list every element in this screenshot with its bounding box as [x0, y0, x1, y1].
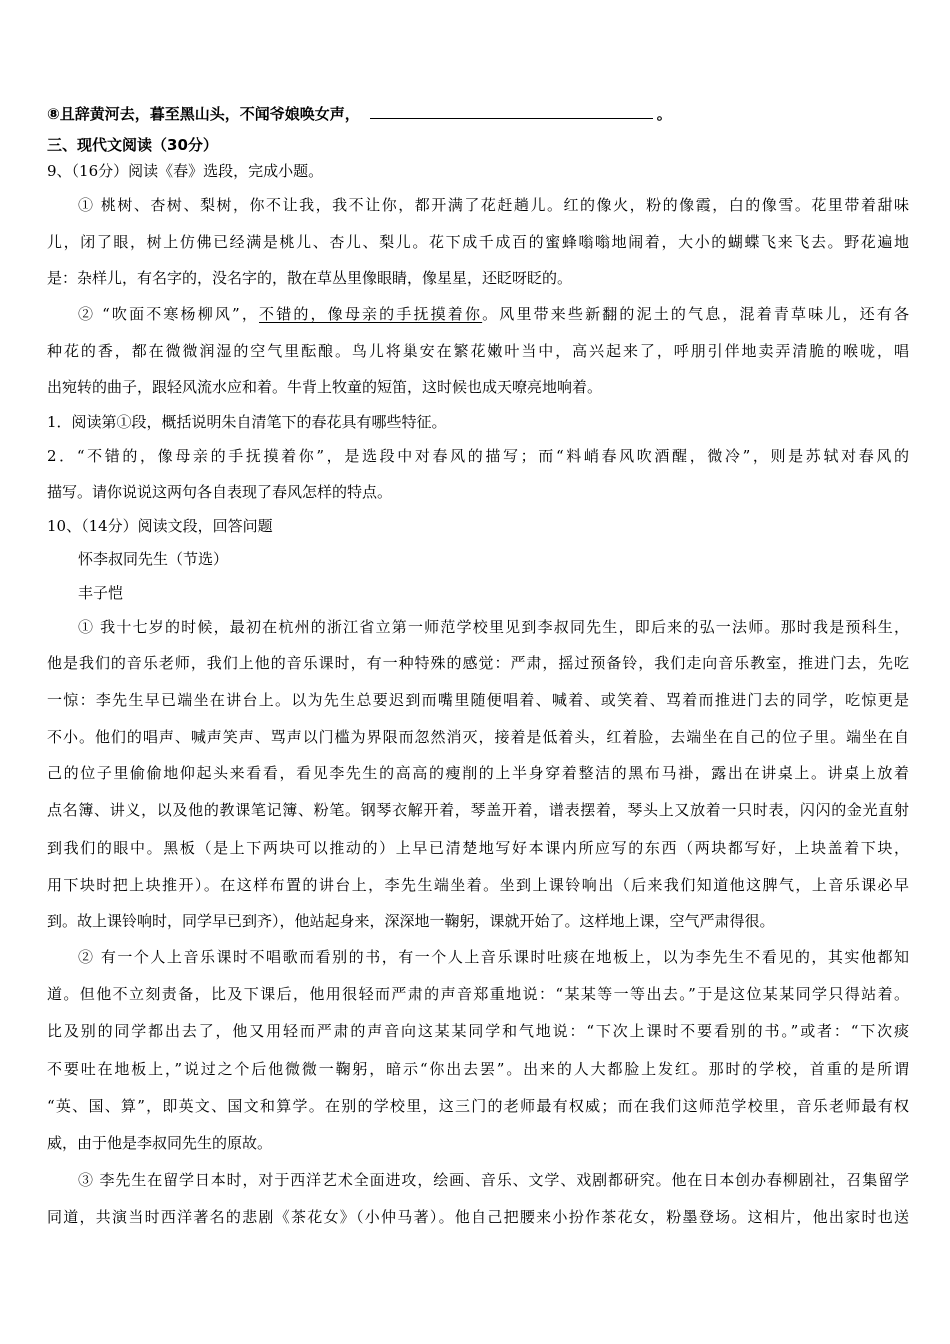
q10-paragraph-3-line: ③ 李先生在留学日本时，对于西洋艺术全面进攻，绘画、音乐、文学、戏剧都研究。他在日本创办春柳剧社，召集留学	[78, 1171, 909, 1189]
q9-paragraph-2-line: 种花的香，都在微微润湿的空气里酝酿。鸟儿将巢安在繁花嫩叶当中，高兴起来了，呼朋引伴地卖弄清脆的喉咙，唱	[47, 342, 909, 360]
q9-paragraph-2-line	[78, 304, 909, 324]
q9-paragraph-1-line: ① 桃树、杏树、梨树，你不让我，我不让你，都开满了花赶趟儿。红的像火，粉的像霞，白的像雪。花里带着甜味	[78, 196, 909, 214]
q10-paragraph-1-line: 到。故上课铃响时，同学早已到齐），他站起身来，深深地一鞠躬，课就开始了。这样地上课，空气严肃得很。	[47, 912, 775, 930]
q9-subquestion-2-line: 描写。请你说说这两句各自表现了春风怎样的特点。	[47, 483, 393, 501]
q10-paragraph-1-line: 他是我们的音乐老师，我们上他的音乐课时，有一种特殊的感觉：严肃，摇过预备铃，我们走向音乐教室，推进门去，先吃	[47, 654, 909, 672]
q9-subquestion-2-line: 2．“不错的，像母亲的手抚摸着你”，是选段中对春风的描写；而“料峭春风吹酒醒，微冷”，则是苏轼对春风的	[47, 447, 909, 465]
q10-paragraph-2-line: 道。但他不立刻责备，比及下课后，他用很轻而严肃的声音郑重地说：“某某等一等出去。”于是这位某某同学只得站着。	[47, 985, 909, 1003]
poem-question-line	[47, 104, 909, 124]
q10-paragraph-3-line: 同道，共演当时西洋著名的悲剧《茶花女》（小仲马著）。他自己把腰来小扮作茶花女，粉墨登场。这相片，他出家时也送	[47, 1208, 909, 1226]
q10-paragraph-1-line: 点名簿、讲义，以及他的教课笔记簿、粉笔。钢琴衣解开着，琴盖开着，谱表摆着，琴头上又放着一只时表，闪闪的金光直射	[47, 801, 909, 819]
q10-paragraph-1-line: 一惊：李先生早已端坐在讲台上。以为先生总要迟到而嘴里随便唱着、喊着、或笑着、骂着而推进门去的同学，吃惊更是	[47, 691, 909, 709]
q10-paragraph-1-line: 到我们的眼中。黑板（是上下两块可以推动的）上早已清楚地写好本课内所应写的东西（两块都写好，上块盖着下块，	[47, 839, 909, 857]
q10-article-author: 丰子恺	[78, 584, 124, 602]
q10-paragraph-1-line: 不小。他们的唱声、喊声笑声、骂声以门槛为界限而忽然消灭，接着是低着头，红着脸，去端坐在自己的位子里。端坐在自	[47, 728, 909, 746]
poem-line-text: ⑧且辞黄河去，暮至黑山头，不闻爷娘唤女声，	[47, 105, 360, 123]
q10-paragraph-1-line: 用下块时把上块推开）。在这样布置的讲台上，李先生端坐着。坐到上课铃响出（后来我们知道他这脾气，上音乐课必早	[47, 876, 909, 894]
answer-blank[interactable]	[370, 104, 653, 119]
question-10-heading: 10、（14分）阅读文段，回答问题	[47, 517, 273, 535]
q9-p2-start: ② “吹面不寒杨柳风”，	[78, 305, 260, 323]
q9-subquestion-1: 1．阅读第①段，概括说明朱自清笔下的春花具有哪些特征。	[47, 413, 447, 431]
q9-paragraph-1-line: 儿，闭了眼，树上仿佛已经满是桃儿、杏儿、梨儿。花下成千成百的蜜蜂嗡嗡地闹着，大小的蝴蝶飞来飞去。野花遍地	[47, 233, 909, 251]
section-heading: 三、现代文阅读（30分）	[47, 136, 218, 154]
q9-p2-underlined-phrase: 不错的，像母亲的手抚摸着你	[259, 305, 483, 323]
q10-paragraph-1-line: ① 我十七岁的时候，最初在杭州的浙江省立第一师范学校里见到李叔同先生，即后来的弘一法师。那时我是预科生，	[78, 618, 909, 636]
q9-paragraph-2-line: 出宛转的曲子，跟轻风流水应和着。牛背上牧童的短笛，这时候也成天嘹亮地响着。	[47, 378, 603, 396]
q9-p2-continue: 。风里带来些新翻的泥土的气息，混着青草味儿，还有各	[482, 305, 909, 323]
poem-line-end: 。	[656, 105, 672, 123]
q10-paragraph-2-line: 比及别的同学都出去了，他又用轻而严肃的声音向这某某同学和气地说：“下次上课时不要看别的书。”或者：“下次痰	[47, 1022, 909, 1040]
question-9-heading: 9、（16分）阅读《春》选段，完成小题。	[47, 162, 324, 180]
q10-paragraph-1-line: 己的位子里偷偷地仰起头来看看，看见李先生的高高的瘦削的上半身穿着整洁的黑布马褂，露出在讲桌上。讲桌上放着	[47, 764, 909, 782]
q9-paragraph-1-line: 是：杂样儿，有名字的，没名字的，散在草丛里像眼睛，像星星，还眨呀眨的。	[47, 269, 573, 287]
q10-paragraph-2-line: 威，由于他是李叔同先生的原故。	[47, 1134, 273, 1152]
q10-paragraph-2-line: 不要吐在地板上，”说过之个后他微微一鞠躬，暗示“你出去罢”。出来的人大都脸上发红。那时的学校，首重的是所谓	[47, 1060, 909, 1078]
q10-article-title: 怀李叔同先生（节选）	[78, 550, 229, 568]
q10-paragraph-2-line: “英、国、算”，即英文、国文和算学。在别的学校里，这三门的老师最有权威；而在我们这师范学校里，音乐老师最有权	[47, 1097, 909, 1115]
q10-paragraph-2-line: ② 有一个人上音乐课时不唱歌而看别的书，有一个人上音乐课时吐痰在地板上，以为李先生不看见的，其实他都知	[78, 948, 909, 966]
